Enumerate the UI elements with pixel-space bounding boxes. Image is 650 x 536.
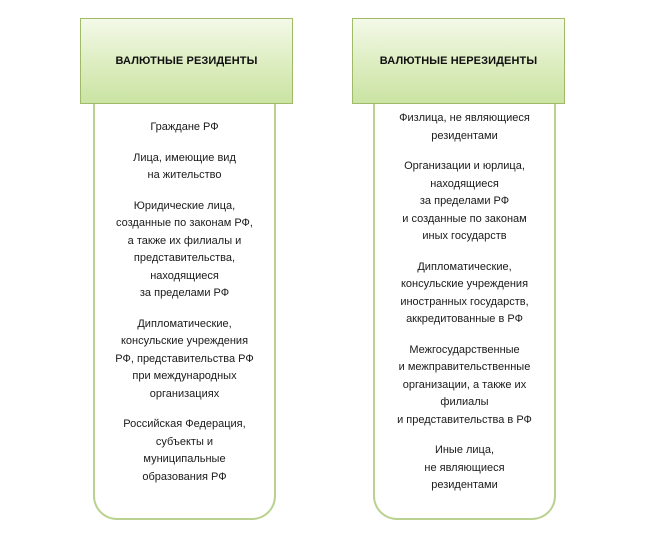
residents-item: Граждане РФ (150, 121, 219, 133)
nonresidents-title: ВАЛЮТНЫЕ НЕРЕЗИДЕНТЫ (379, 55, 538, 67)
residents-item: Лица, имеющие вид на жительство (133, 151, 236, 181)
residents-header (80, 18, 293, 104)
nonresidents-item: Иные лица, не являющиеся резидентами (424, 444, 505, 491)
residents-item: Дипломатические, консульские учреждения РФ, представительства РФ при международных организациях (115, 317, 254, 400)
nonresidents-item: Межгосударственные и межправительственные организации, а также их филиалы и представительства в РФ (397, 343, 532, 426)
residents-item: Российская Федерация, субъекты и муниципальные образования РФ (123, 418, 246, 483)
nonresidents-item: Дипломатические, консульские учреждения иностранных государств, аккредитованные в РФ (400, 260, 529, 325)
residents-items (93, 119, 276, 499)
residents-title: ВАЛЮТНЫЕ РЕЗИДЕНТЫ (115, 55, 258, 67)
nonresidents-item: Организации и юрлица, находящиеся за пределами РФ и созданные по законам иных государств (402, 160, 527, 242)
nonresidents-header (352, 18, 565, 104)
nonresidents-item: Физлица, не являющиеся резидентами (399, 112, 530, 142)
residents-item: Юридические лица, созданные по законам РФ, а также их филиалы и представительства, находящиеся за пределами РФ (116, 199, 253, 299)
nonresidents-items (373, 110, 556, 508)
